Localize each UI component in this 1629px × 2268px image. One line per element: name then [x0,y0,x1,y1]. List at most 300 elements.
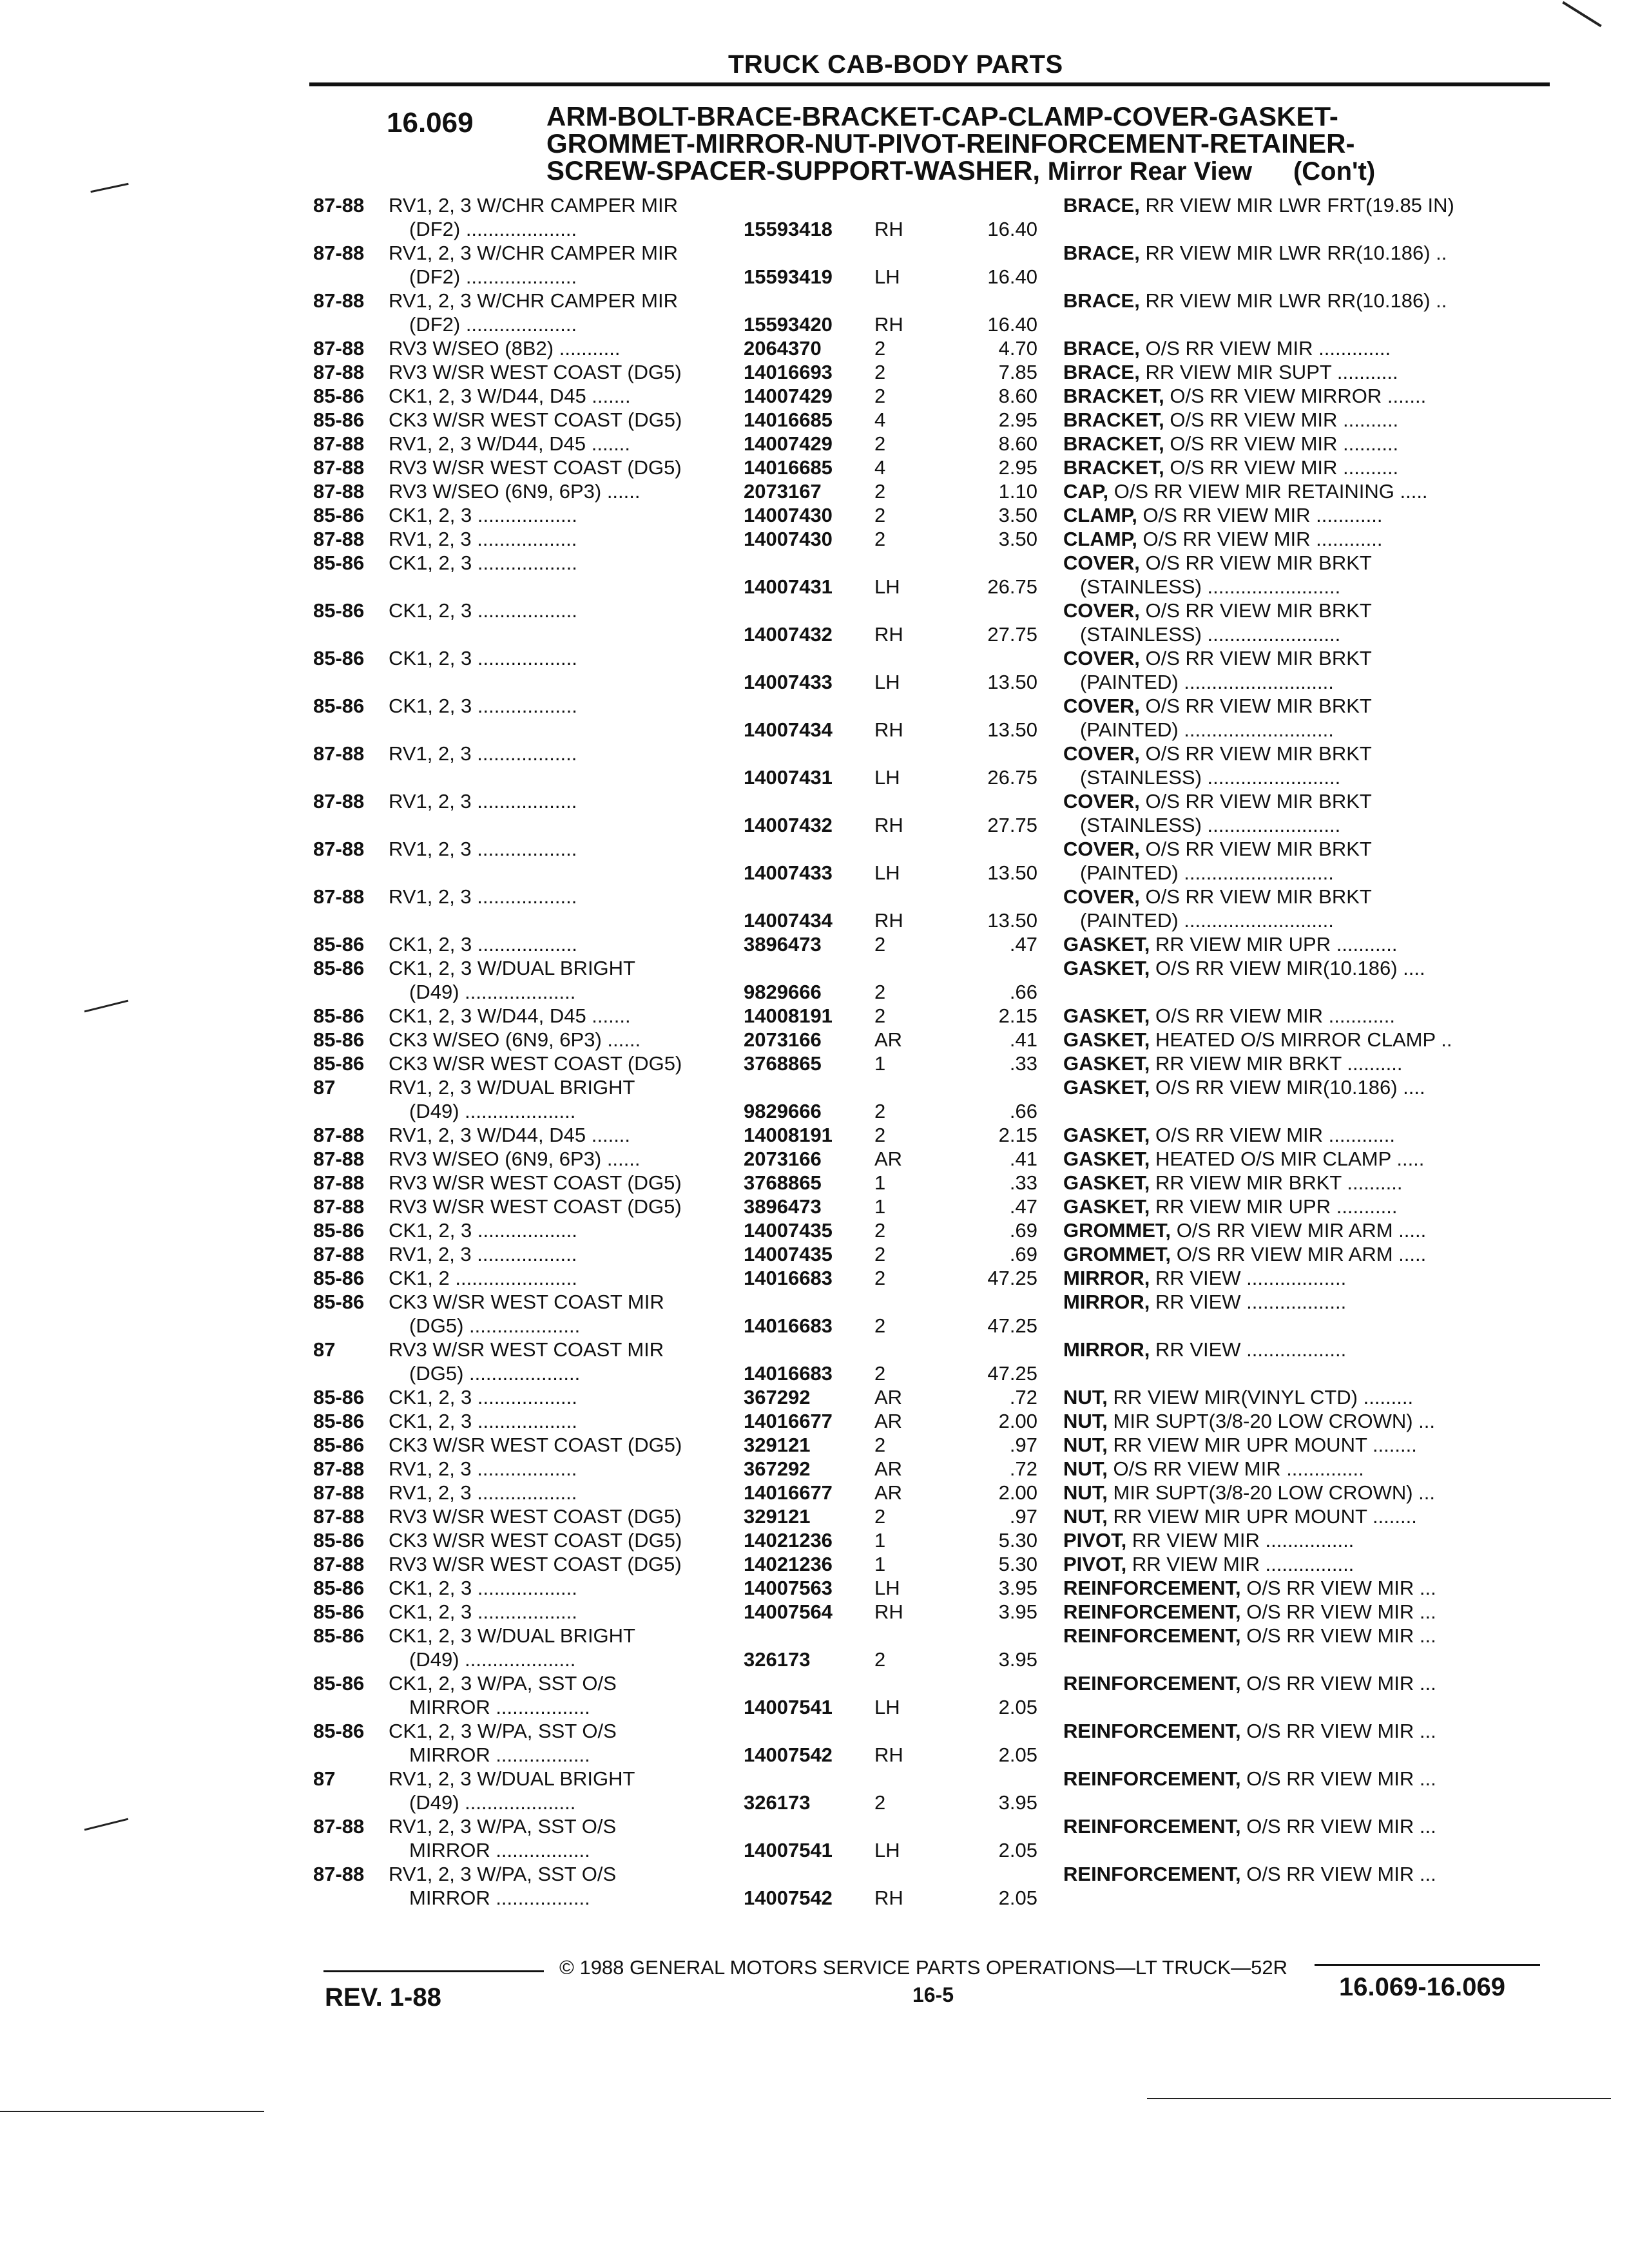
row-description [1063,408,1398,432]
row-description [1063,1052,1403,1075]
table-row [0,1028,1629,1052]
row-description-bold: CLAMP, [1063,528,1137,550]
table-row [0,1123,1629,1147]
row-model: CK1, 2, 3 W/PA, SST O/S [389,1672,617,1695]
row-quantity: AR [874,1457,903,1480]
row-year: 87-88 [313,242,365,264]
row-description-bold: CAP, [1063,480,1109,503]
row-description-text: O/S RR VIEW MIR ............ [1142,504,1383,526]
row-description [1063,1242,1426,1266]
row-description-bold: COVER, [1063,742,1140,765]
row-description-text: RR VIEW MIR LWR RR(10.186) .. [1145,289,1447,312]
row-description-text: O/S RR VIEW MIR BRKT [1145,885,1372,908]
row-year: 85-86 [313,1624,365,1647]
row-description-text: RR VIEW MIR ................ [1132,1529,1354,1552]
row-part-number: 14007434 [744,909,833,932]
row-model: RV1, 2, 3 .................. [389,1481,577,1504]
row-year: 87-88 [313,289,365,312]
row-description-bold: NUT, [1063,1481,1108,1504]
row-year: 87-88 [313,456,365,479]
row-year: 85-86 [313,1052,365,1075]
row-year: 85-86 [313,552,365,574]
row-price: 27.75 [987,623,1037,646]
row-price: 4.70 [998,337,1037,360]
row-model-cont: (DG5) .................... [409,1362,581,1385]
row-part-number: 14016683 [744,1314,833,1337]
section-title-line-1: ARM-BOLT-BRACE-BRACKET-CAP-CLAMP-COVER-GASKET- [546,101,1338,131]
row-model: RV3 W/SR WEST COAST MIR [389,1338,664,1361]
row-quantity: 2 [874,1267,886,1289]
row-year: 85-86 [313,1720,365,1742]
row-year: 85-86 [313,1577,365,1599]
section-title-line-3-tail: Mirror Rear View [1047,157,1252,186]
row-description-bold: REINFORCEMENT, [1063,1577,1241,1599]
row-quantity: AR [874,1386,903,1408]
row-quantity: 2 [874,1314,886,1337]
row-description-text: O/S RR VIEW MIR ... [1246,1720,1436,1742]
row-year: 87-88 [313,1124,365,1146]
row-price: .69 [1009,1243,1037,1265]
row-model: CK3 W/SEO (6N9, 6P3) ...... [389,1028,641,1051]
row-description-bold: BRACE, [1063,361,1140,383]
row-description-bold: GASKET, [1063,1171,1150,1194]
row-price: 13.50 [987,671,1037,693]
row-year: 87-88 [313,1148,365,1170]
row-description-bold: REINFORCEMENT, [1063,1600,1241,1623]
row-description-bold: BRACKET, [1063,385,1164,407]
table-row [0,1767,1629,1814]
row-year: 85-86 [313,504,365,526]
row-part-number: 14008191 [744,1004,833,1027]
row-description-text: O/S RR VIEW MIR ... [1246,1863,1436,1885]
table-row [0,1600,1629,1624]
row-price: 2.00 [998,1481,1037,1504]
footer-rule-right [1315,1964,1540,1966]
row-price: 7.85 [998,361,1037,383]
row-price: 5.30 [998,1529,1037,1552]
row-year: 85-86 [313,1386,365,1408]
row-year: 87-88 [313,885,365,908]
row-model-cont: MIRROR ................. [409,1696,590,1718]
row-quantity: RH [874,1600,903,1623]
row-part-number: 14007430 [744,504,833,526]
row-description [1063,551,1372,575]
row-part-number: 3896473 [744,933,822,956]
row-description-bold: REINFORCEMENT, [1063,1815,1241,1838]
row-price: 16.40 [987,218,1037,240]
row-quantity: 1 [874,1195,886,1218]
row-model: RV1, 2, 3 W/CHR CAMPER MIR [389,242,679,264]
table-row [0,360,1629,384]
row-price: 2.95 [998,408,1037,431]
row-price: 13.50 [987,861,1037,884]
row-description [1063,1123,1395,1147]
row-year: 85-86 [313,1434,365,1456]
row-quantity: AR [874,1481,903,1504]
row-description-text: O/S RR VIEW MIR BRKT [1145,838,1372,860]
row-description-bold: NUT, [1063,1457,1108,1480]
row-model: CK1, 2, 3 .................. [389,1577,577,1599]
row-quantity: LH [874,265,900,288]
row-description [1063,1528,1354,1552]
row-model-cont: (DF2) .................... [409,265,577,288]
row-quantity: RH [874,909,903,932]
row-quantity: 2 [874,1219,886,1242]
row-description-bold: COVER, [1063,838,1140,860]
scan-edge-bottom-left [0,2111,264,2112]
row-description-text: O/S RR VIEW MIR ... [1246,1600,1436,1623]
table-row [0,837,1629,885]
row-year: 85-86 [313,1672,365,1695]
row-part-number: 15593420 [744,313,833,336]
row-part-number: 2073166 [744,1148,822,1170]
table-row [0,551,1629,599]
row-model: RV1, 2, 3 W/PA, SST O/S [389,1863,617,1885]
row-price: .41 [1009,1148,1037,1170]
table-row [0,479,1629,503]
row-description-bold: GASKET, [1063,933,1150,956]
row-description [1063,193,1454,217]
row-description-bold: GASKET, [1063,1004,1150,1027]
footer-page-number: 16-5 [912,1983,954,2006]
row-description [1063,694,1372,718]
row-price: 16.40 [987,313,1037,336]
row-description-bold: PIVOT, [1063,1529,1127,1552]
row-year: 85-86 [313,1004,365,1027]
row-description-text: RR VIEW .................. [1155,1267,1347,1289]
row-description-bold: BRACE, [1063,194,1140,216]
row-quantity: 4 [874,408,886,431]
row-model: RV3 W/SEO (6N9, 6P3) ...... [389,1148,641,1170]
row-year: 87 [313,1338,336,1361]
row-model: RV3 W/SR WEST COAST (DG5) [389,1195,682,1218]
row-description-bold: BRACE, [1063,242,1140,264]
row-year: 87 [313,1076,336,1099]
row-part-number: 15593418 [744,218,833,240]
table-row [0,1862,1629,1910]
row-part-number: 329121 [744,1434,811,1456]
row-price: 26.75 [987,766,1037,789]
row-description-text: O/S RR VIEW MIR RETAINING ..... [1113,480,1428,503]
row-price: .33 [1009,1052,1037,1075]
footer-section-range: 16.069-16.069 [1339,1973,1506,2001]
row-part-number: 14016685 [744,456,833,479]
row-price: 3.95 [998,1648,1037,1671]
row-year: 87-88 [313,361,365,383]
row-quantity: 1 [874,1529,886,1552]
row-year: 87-88 [313,337,365,360]
section-title-line-3 [546,157,1375,185]
row-year: 85-86 [313,1410,365,1432]
row-quantity: 2 [874,1243,886,1265]
row-description-text: O/S RR VIEW MIR ... [1246,1767,1436,1790]
row-description-text: O/S RR VIEW MIR .......... [1170,432,1399,455]
row-model: CK1, 2, 3 .................. [389,599,577,622]
row-price: 13.50 [987,718,1037,741]
row-year: 87 [313,1767,336,1790]
row-description-bold: REINFORCEMENT, [1063,1767,1241,1790]
table-row [0,1814,1629,1862]
row-part-number: 14007429 [744,432,833,455]
row-part-number: 15593419 [744,265,833,288]
row-price: .72 [1009,1386,1037,1408]
row-description [1063,837,1372,861]
row-description [1063,432,1398,456]
row-description [1063,1075,1425,1099]
row-quantity: AR [874,1410,903,1432]
table-row [0,742,1629,789]
row-part-number: 14007430 [744,528,833,550]
row-description-text: O/S RR VIEW MIR .......... [1170,408,1399,431]
row-part-number: 14007431 [744,575,833,598]
table-row [0,336,1629,360]
table-row [0,456,1629,479]
table-row [0,1576,1629,1600]
row-quantity: 2 [874,361,886,383]
row-description-bold: GASKET, [1063,1195,1150,1218]
row-description-bold: PIVOT, [1063,1553,1127,1575]
row-description-text: RR VIEW MIR UPR MOUNT ........ [1113,1434,1417,1456]
row-description [1063,1504,1417,1528]
table-row [0,384,1629,408]
row-price: 13.50 [987,909,1037,932]
row-model: CK1, 2, 3 W/DUAL BRIGHT [389,1624,635,1647]
table-row [0,694,1629,742]
row-part-number: 14007564 [744,1600,833,1623]
row-year: 87-88 [313,1863,365,1885]
row-year: 85-86 [313,408,365,431]
row-description [1063,1338,1346,1361]
row-model: CK1, 2, 3 .................. [389,1386,577,1408]
row-year: 85-86 [313,1600,365,1623]
row-price: 47.25 [987,1314,1037,1337]
row-price: 47.25 [987,1362,1037,1385]
row-quantity: 2 [874,1362,886,1385]
table-row [0,1004,1629,1028]
row-description-text: O/S RR VIEW MIR ... [1246,1815,1436,1838]
row-part-number: 3896473 [744,1195,822,1218]
row-description [1063,1552,1354,1576]
row-description [1063,289,1447,312]
row-year: 87-88 [313,790,365,812]
row-description-text: O/S RR VIEW MIR(10.186) .... [1155,1076,1425,1099]
row-model: CK3 W/SR WEST COAST (DG5) [389,408,682,431]
row-year: 85-86 [313,695,365,717]
footer-copyright: © 1988 GENERAL MOTORS SERVICE PARTS OPERATIONS—LT TRUCK—52R [559,1956,1287,1979]
row-model: RV1, 2, 3 W/DUAL BRIGHT [389,1076,635,1099]
row-year: 85-86 [313,1219,365,1242]
row-year: 87-88 [313,1481,365,1504]
table-row [0,1504,1629,1528]
row-description-bold: BRACE, [1063,337,1140,360]
row-quantity: RH [874,1887,903,1909]
row-model: RV1, 2, 3 W/PA, SST O/S [389,1815,617,1838]
row-model: RV3 W/SR WEST COAST (DG5) [389,1553,682,1575]
row-description-text: MIR SUPT(3/8-20 LOW CROWN) ... [1113,1410,1435,1432]
row-model-cont: MIRROR ................. [409,1744,590,1766]
table-row [0,1433,1629,1457]
row-model: CK3 W/SR WEST COAST MIR [389,1291,664,1313]
row-part-number: 14016683 [744,1267,833,1289]
row-description-bold: REINFORCEMENT, [1063,1624,1241,1647]
row-description-bold: COVER, [1063,552,1140,574]
row-description-cont: (STAINLESS) ........................ [1080,575,1341,598]
row-description-text: RR VIEW MIR UPR ........... [1155,933,1398,956]
row-description-cont: (PAINTED) ........................... [1080,909,1334,932]
row-description-text: O/S RR VIEW MIR ............ [1155,1004,1396,1027]
row-model: RV1, 2, 3 .................. [389,528,577,550]
row-description-cont: (STAINLESS) ........................ [1080,814,1341,836]
row-description-text: O/S RR VIEW MIRROR ....... [1170,385,1427,407]
row-description [1063,336,1391,360]
row-description-bold: CLAMP, [1063,504,1137,526]
table-row [0,527,1629,551]
row-year: 87-88 [313,1195,365,1218]
row-model: RV1, 2, 3 W/D44, D45 ....... [389,1124,631,1146]
row-price: 16.40 [987,265,1037,288]
row-quantity: 2 [874,1100,886,1122]
row-price: 2.05 [998,1696,1037,1718]
row-model: CK1, 2, 3 .................. [389,504,577,526]
row-description-text: RR VIEW MIR ................ [1132,1553,1354,1575]
row-model: CK1, 2, 3 .................. [389,933,577,956]
row-quantity: LH [874,766,900,789]
row-description-bold: GROMMET, [1063,1219,1171,1242]
row-part-number: 14021236 [744,1553,833,1575]
row-description-text: O/S RR VIEW MIR ... [1246,1624,1436,1647]
row-model-cont: (D49) .................... [409,981,576,1003]
table-row [0,646,1629,694]
row-description-text: O/S RR VIEW MIR BRKT [1145,599,1372,622]
row-price: 2.05 [998,1839,1037,1861]
row-year: 87-88 [313,1553,365,1575]
row-part-number: 329121 [744,1505,811,1528]
row-description-cont: (PAINTED) ........................... [1080,671,1334,693]
row-quantity: 2 [874,528,886,550]
row-part-number: 14008191 [744,1124,833,1146]
table-row [0,1242,1629,1266]
row-description [1063,1767,1436,1791]
row-quantity: 1 [874,1052,886,1075]
row-year: 87-88 [313,528,365,550]
row-description [1063,1195,1397,1218]
table-row [0,408,1629,432]
row-description-bold: COVER, [1063,695,1140,717]
row-description [1063,1147,1424,1171]
row-description [1063,527,1382,551]
row-description-text: O/S RR VIEW MIR ............ [1142,528,1383,550]
row-description-bold: NUT, [1063,1386,1108,1408]
row-model: CK1, 2, 3 W/PA, SST O/S [389,1720,617,1742]
row-description [1063,1004,1395,1028]
row-price: 2.05 [998,1744,1037,1766]
row-description-text: RR VIEW MIR LWR RR(10.186) .. [1145,242,1447,264]
table-row [0,1385,1629,1409]
parts-table [0,193,1629,1910]
table-row [0,932,1629,956]
row-year: 87-88 [313,432,365,455]
scan-mark-top [1562,1,1601,27]
row-model-cont: MIRROR ................. [409,1839,590,1861]
row-description [1063,1576,1436,1600]
row-model: RV3 W/SR WEST COAST (DG5) [389,1505,682,1528]
table-row [0,599,1629,646]
section-title-line-2: GROMMET-MIRROR-NUT-PIVOT-REINFORCEMENT-RETAINER- [546,128,1355,159]
row-quantity: 2 [874,1505,886,1528]
row-description-text: HEATED O/S MIR CLAMP ..... [1155,1148,1425,1170]
table-row [0,289,1629,336]
row-description-bold: NUT, [1063,1410,1108,1432]
row-description-bold: NUT, [1063,1505,1108,1528]
row-model: RV1, 2, 3 W/D44, D45 ....... [389,432,631,455]
row-price: 47.25 [987,1267,1037,1289]
row-quantity: 2 [874,432,886,455]
row-year: 85-86 [313,1291,365,1313]
row-description-bold: COVER, [1063,790,1140,812]
row-quantity: 2 [874,1004,886,1027]
row-price: .33 [1009,1171,1037,1194]
row-quantity: RH [874,623,903,646]
row-quantity: 4 [874,456,886,479]
row-year: 87-88 [313,742,365,765]
row-part-number: 367292 [744,1457,811,1480]
row-description-bold: NUT, [1063,1434,1108,1456]
row-year: 85-86 [313,385,365,407]
row-part-number: 326173 [744,1791,811,1814]
row-description-bold: COVER, [1063,599,1140,622]
row-price: 5.30 [998,1553,1037,1575]
row-model: RV1, 2, 3 .................. [389,885,577,908]
row-quantity: LH [874,861,900,884]
table-row [0,1481,1629,1504]
row-description-bold: BRACKET, [1063,456,1164,479]
row-part-number: 2073167 [744,480,822,503]
row-part-number: 14007541 [744,1839,833,1861]
row-description [1063,479,1428,503]
row-description-text: RR VIEW MIR LWR FRT(19.85 IN) [1145,194,1454,216]
row-model-cont: (D49) .................... [409,1100,576,1122]
row-part-number: 14007542 [744,1887,833,1909]
table-row [0,1218,1629,1242]
row-quantity: 2 [874,981,886,1003]
row-description-bold: GASKET, [1063,1076,1150,1099]
row-price: .66 [1009,1100,1037,1122]
row-description-text: RR VIEW MIR UPR ........... [1155,1195,1398,1218]
row-price: .47 [1009,933,1037,956]
row-model-cont: (D49) .................... [409,1648,576,1671]
row-model: CK1, 2, 3 .................. [389,695,577,717]
row-description [1063,1671,1436,1695]
row-description-text: O/S RR VIEW MIR BRKT [1145,647,1372,669]
table-row [0,1147,1629,1171]
row-description-text: O/S RR VIEW MIR ... [1246,1672,1436,1695]
row-model: CK1, 2, 3 W/DUAL BRIGHT [389,957,635,979]
row-part-number: 367292 [744,1386,811,1408]
row-description [1063,1624,1436,1648]
row-part-number: 326173 [744,1648,811,1671]
table-row [0,1171,1629,1195]
table-row [0,1266,1629,1290]
row-description-bold: MIRROR, [1063,1267,1150,1289]
row-year: 85-86 [313,933,365,956]
row-year: 85-86 [313,957,365,979]
row-model-cont: (DF2) .................... [409,313,577,336]
row-description [1063,1290,1346,1314]
row-model: CK1, 2, 3 .................. [389,1600,577,1623]
row-description-bold: REINFORCEMENT, [1063,1720,1241,1742]
row-description [1063,1409,1435,1433]
row-description-text: O/S RR VIEW MIR ... [1246,1577,1436,1599]
